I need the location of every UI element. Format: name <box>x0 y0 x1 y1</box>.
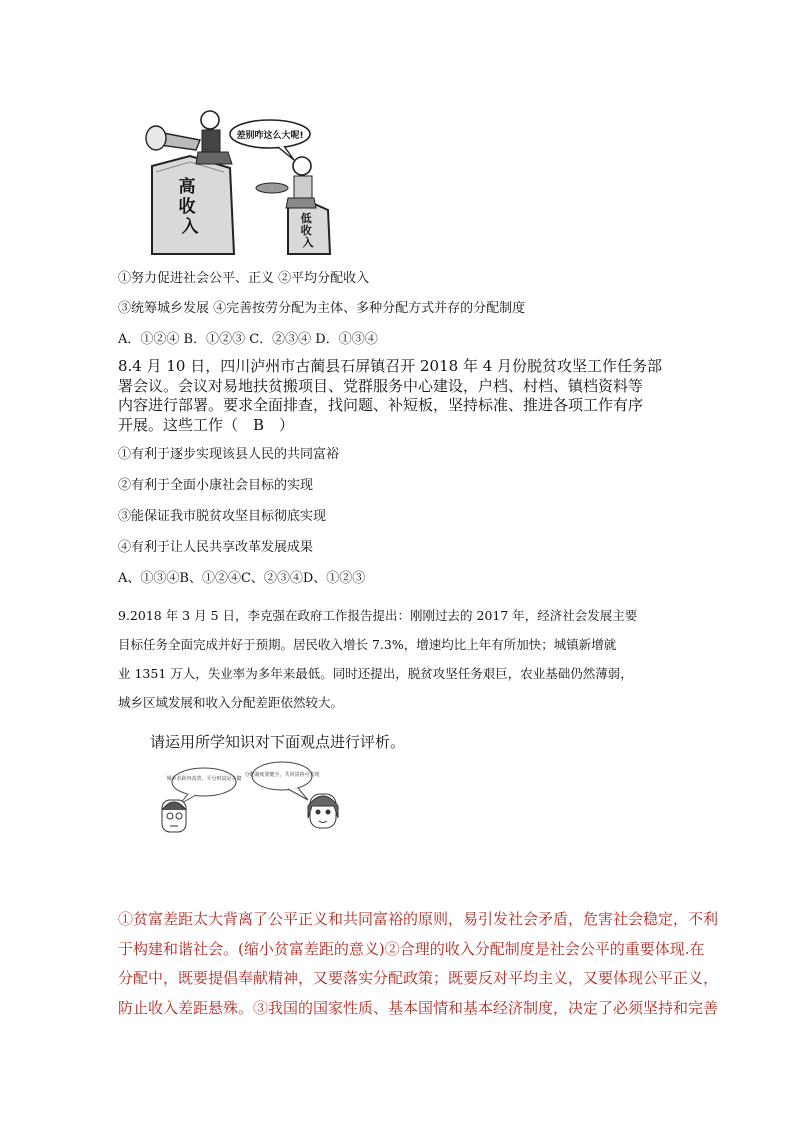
left-speech-bubble <box>166 768 241 804</box>
answer-line-2: 于构建和谐社会。(缩小贫富差距的意义)②合理的收入分配制度是社会公平的重要体现.在 <box>118 939 705 958</box>
answer-line-3: 分配中，既要提倡奉献精神，又要落实分配政策；既要反对平均主义，又要体现公平正义， <box>118 969 719 987</box>
speech-bubble-text: 差别咋这么大呢! <box>236 131 304 141</box>
right-speaker-face <box>308 794 338 828</box>
high-char-3: 入 <box>181 217 199 237</box>
q8-stem-line-3: 内容进行部署。要求全面排查，找问题、补短板，坚持标准、推进各项工作有序 <box>118 396 644 414</box>
speech-bubble <box>230 120 310 160</box>
poor-man-figure <box>256 157 316 208</box>
right-speech-bubble <box>244 762 319 800</box>
q8-item-3: ③能保证我市脱贫攻坚目标彻底实现 <box>118 509 327 524</box>
q7-choices: A．①②④ B．①②③ C．②③④ D．①③④ <box>118 332 378 347</box>
q9-line-1: 9.2018 年 3 月 5 日，李克强在政府工作报告提出：刚刚过去的 2017 年，经济社会发展主要 <box>118 608 638 623</box>
q9-line-4: 城乡区域发展和收入分配差距依然较大。 <box>118 695 344 710</box>
q8-item-4: ④有利于让人民共享改革发展成果 <box>118 540 314 555</box>
answer-line-4: 防止收入差距悬殊。③我国的国家性质、基本国情和基本经济制度，决定了必须坚持和完善 <box>118 998 719 1017</box>
q9-line-2: 目标任务全面完成并好于预期。居民收入增长 7.3%，增速均比上年有所加快；城镇新增就 <box>118 637 617 652</box>
q7-option-line-1: ①努力促进社会公平、正义 ②平均分配收入 <box>118 271 370 286</box>
q9-stem <box>118 601 684 717</box>
q9-answer <box>118 905 719 1023</box>
q8-item-1: ①有利于逐步实现该县人民的共同富裕 <box>118 447 340 462</box>
svg-text:城乡差距再改善，平分财富是关键 <box>166 775 241 782</box>
q8-stem <box>118 357 684 435</box>
high-char-1: 高 <box>178 177 196 197</box>
q7-option-line-2: ③统筹城乡发展 ④完善按劳分配为主体、多种分配方式并存的分配制度 <box>118 301 526 316</box>
q8-stem-line-2: 署会议。会议对易地扶贫搬项目、党群服务中心建设，户档、村档、镇档资料等 <box>118 376 644 395</box>
high-char-2: 收 <box>178 197 196 217</box>
high-income-label <box>179 176 202 237</box>
q8-choices: A、①③④B、①②④C、②③④D、①②③ <box>118 571 366 586</box>
income-gap-cartoon <box>138 104 338 256</box>
q9-line-3: 业 1351 万人，失业率为多年来最低。同时还提出，脱贫攻坚任务艰巨，农业基础仍然薄弱， <box>118 666 633 681</box>
q8-item-2: ②有利于全面小康社会目标的实现 <box>118 478 314 493</box>
q8-stem-line-4: 开展。这些工作（ B ） <box>118 415 295 434</box>
svg-text:分配制度要健全，共同富裕可实现 <box>244 771 319 778</box>
answer-line-1: ①贫富差距太大背离了公平正义和共同富裕的原则，易引发社会矛盾，危害社会稳定，不利 <box>118 910 719 928</box>
right-bubble-text: 分配制度要健全，共同富裕可实现 <box>244 772 320 778</box>
left-bubble-text: 城乡差距再改善，平分财富是关键 <box>166 776 242 782</box>
q9-prompt: 请运用所学知识对下面观点进行评析。 <box>150 733 406 751</box>
opinion-cartoon <box>158 760 378 842</box>
left-speaker-face <box>162 800 186 832</box>
low-income-label: 低 收 入 <box>300 212 314 249</box>
q8-stem-line-1: 8.4 月 10 日，四川泸州市古蔺县石屏镇召开 2018 年 4 月份脱贫攻坚工作任务部 <box>118 357 663 375</box>
